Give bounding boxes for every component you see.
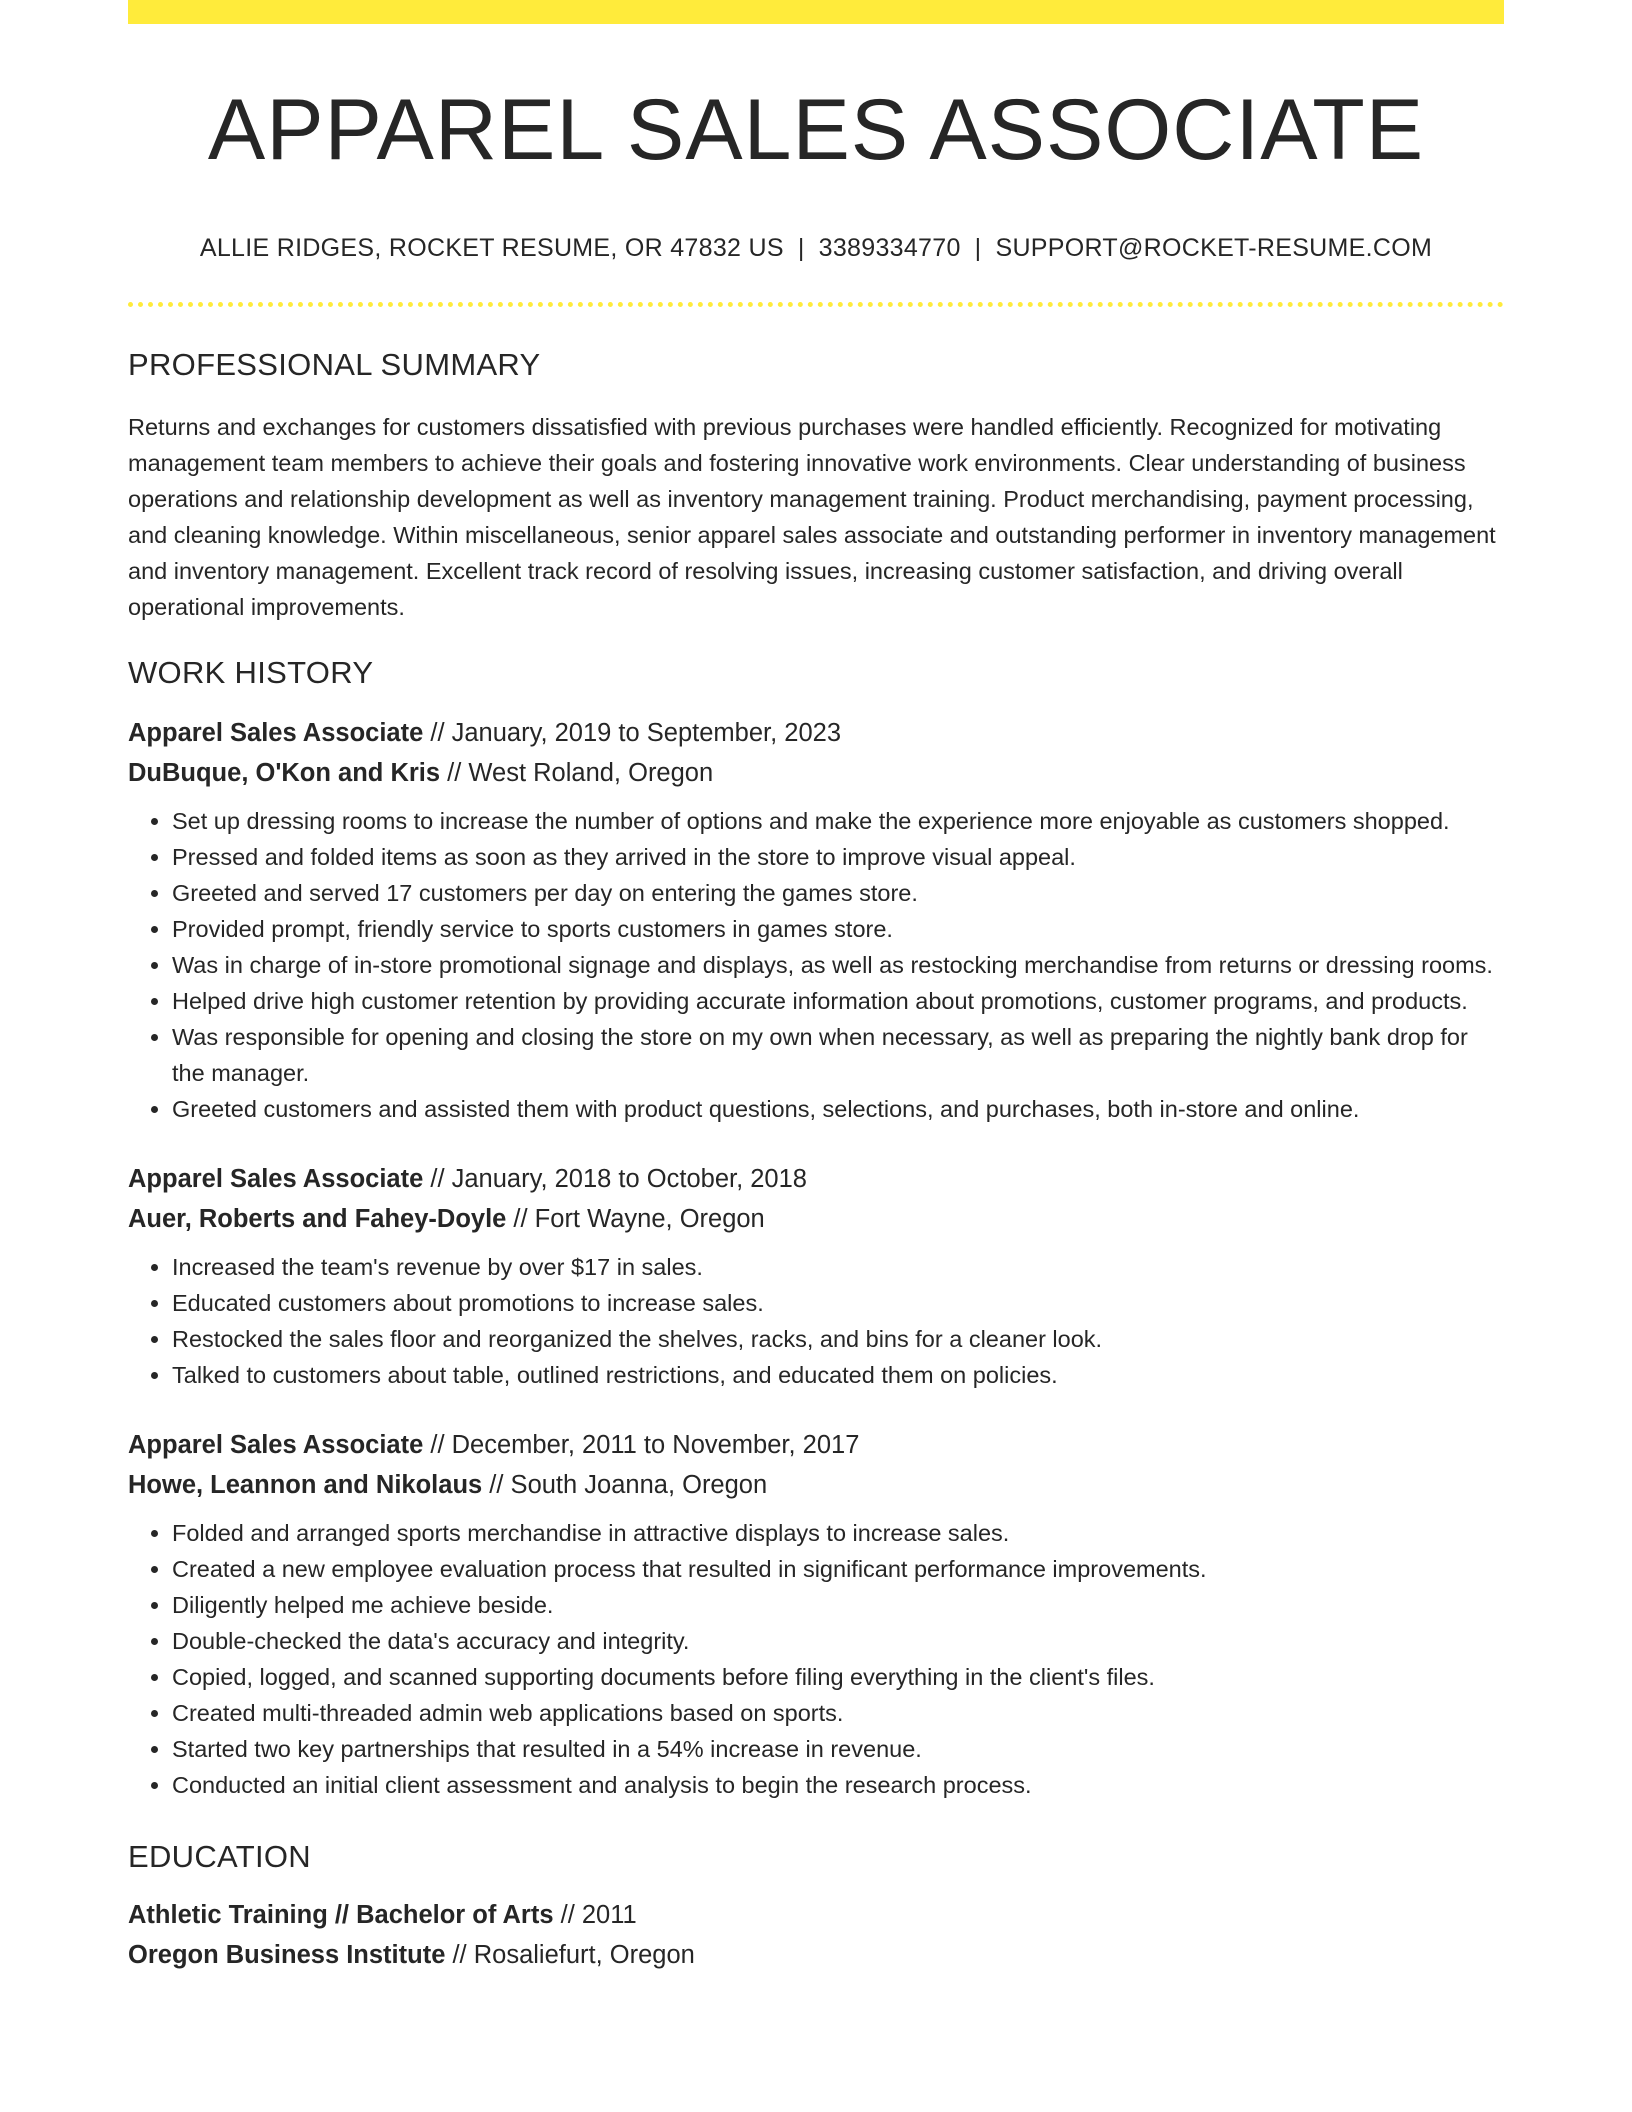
- education-school: Oregon Business Institute: [128, 1941, 446, 1970]
- job-bullet-item: • Double-checked the data's accuracy and integrity.: [172, 1623, 1504, 1659]
- work-history-list: [128, 713, 1504, 1803]
- education-location: // Rosaliefurt, Oregon: [445, 1941, 695, 1970]
- job-bullet-item: • Increased the team's revenue by over $17 in sales.: [172, 1249, 1504, 1285]
- job-title-line: [128, 713, 1504, 753]
- job-bullet-item: • Helped drive high customer retention by providing accurate information about promotions, customer programs, and products.: [172, 983, 1504, 1019]
- job-bullet-item: • Greeted and served 17 customers per day on entering the games store.: [172, 875, 1504, 911]
- job-bullet-item: • Restocked the sales floor and reorganized the shelves, racks, and bins for a cleaner look.: [172, 1321, 1504, 1357]
- job-company: DuBuque, O'Kon and Kris: [128, 759, 441, 788]
- job-bullets: [128, 803, 1504, 1127]
- job-bullet-item: • Provided prompt, friendly service to sports customers in games store.: [172, 911, 1504, 947]
- job-title-line: [128, 1159, 1504, 1199]
- job-bullet-item: • Educated customers about promotions to increase sales.: [172, 1285, 1504, 1321]
- job-bullet-item: • Greeted customers and assisted them with product questions, selections, and purchases, both in-store and online.: [172, 1091, 1504, 1127]
- education-school-line: [128, 1935, 1504, 1975]
- job-title-line: [128, 1425, 1504, 1465]
- summary-text: Returns and exchanges for customers dissatisfied with previous purchases were handled efficiently. Recognized for motivating management team members to achieve their goals and fostering innovative work environments. Clear understanding of business operations and relationship development as well as inventory management training. Product merchandising, payment processing, and cleaning knowledge. Within miscellaneous, senior apparel sales associate and outstanding performer in inventory management and inventory management. Excellent track record of resolving issues, increasing customer satisfaction, and driving overall operational improvements.: [128, 414, 1496, 621]
- education-heading: EDUCATION: [128, 1839, 311, 1875]
- education-degree: Athletic Training // Bachelor of Arts: [128, 1901, 554, 1930]
- work-history-heading: WORK HISTORY: [128, 655, 374, 691]
- education-entry: [128, 1895, 1504, 1975]
- contact-phone: 3389334770: [818, 234, 961, 263]
- job-company-line: [128, 753, 1504, 793]
- job-bullet-item: • Talked to customers about table, outlined restrictions, and educated them on policies.: [172, 1357, 1504, 1393]
- job-company: Howe, Leannon and Nikolaus: [128, 1471, 483, 1500]
- job-bullet-item: • Pressed and folded items as soon as they arrived in the store to improve visual appeal.: [172, 839, 1504, 875]
- job-bullet-item: • Started two key partnerships that resulted in a 54% increase in revenue.: [172, 1731, 1504, 1767]
- job-role: Apparel Sales Associate: [128, 1165, 424, 1194]
- job-bullet-item: • Diligently helped me achieve beside.: [172, 1587, 1504, 1623]
- contact-separator: |: [974, 234, 982, 263]
- job-company-line: [128, 1465, 1504, 1505]
- job-company: Auer, Roberts and Fahey-Doyle: [128, 1205, 507, 1234]
- job-dates: // December, 2011 to November, 2017: [423, 1431, 860, 1460]
- job-entry: [128, 1425, 1504, 1803]
- job-entry: [128, 1159, 1504, 1393]
- job-dates: // January, 2018 to October, 2018: [423, 1165, 807, 1194]
- education-year: // 2011: [553, 1901, 637, 1930]
- job-bullets: [128, 1515, 1504, 1803]
- job-company-line: [128, 1199, 1504, 1239]
- contact-email: SUPPORT@ROCKET-RESUME.COM: [995, 234, 1433, 263]
- job-dates: // January, 2019 to September, 2023: [423, 719, 842, 748]
- job-bullet-item: • Created multi-threaded admin web applications based on sports.: [172, 1695, 1504, 1731]
- job-bullet-item: • Copied, logged, and scanned supporting documents before filing everything in the client's files.: [172, 1659, 1504, 1695]
- education-degree-line: [128, 1895, 1504, 1935]
- job-entry: [128, 713, 1504, 1127]
- accent-top-bar: [128, 0, 1504, 24]
- resume-page: [128, 0, 1504, 1975]
- contact-address: ALLIE RIDGES, ROCKET RESUME, OR 47832 US: [199, 234, 784, 263]
- dotted-divider: [128, 302, 1504, 307]
- job-bullet-item: • Was responsible for opening and closing the store on my own when necessary, as well as preparing the nightly bank drop for the manager.: [172, 1019, 1504, 1091]
- job-bullet-item: • Conducted an initial client assessment and analysis to begin the research process.: [172, 1767, 1504, 1803]
- job-role: Apparel Sales Associate: [128, 719, 424, 748]
- job-location: // South Joanna, Oregon: [482, 1471, 768, 1500]
- contact-line: [128, 234, 1504, 263]
- job-location: // Fort Wayne, Oregon: [506, 1205, 765, 1234]
- job-bullet-item: • Created a new employee evaluation process that resulted in significant performance improvements.: [172, 1551, 1504, 1587]
- job-location: // West Roland, Oregon: [440, 759, 714, 788]
- summary-heading: PROFESSIONAL SUMMARY: [128, 347, 541, 383]
- resume-title: APPAREL SALES ASSOCIATE: [207, 82, 1425, 178]
- job-bullet-item: • Was in charge of in-store promotional signage and displays, as well as restocking merchandise from returns or dressing rooms.: [172, 947, 1504, 983]
- job-bullet-item: • Folded and arranged sports merchandise in attractive displays to increase sales.: [172, 1515, 1504, 1551]
- contact-separator: |: [797, 234, 805, 263]
- job-bullet-item: • Set up dressing rooms to increase the number of options and make the experience more enjoyable as customers shopped.: [172, 803, 1504, 839]
- job-bullets: [128, 1249, 1504, 1393]
- job-role: Apparel Sales Associate: [128, 1431, 424, 1460]
